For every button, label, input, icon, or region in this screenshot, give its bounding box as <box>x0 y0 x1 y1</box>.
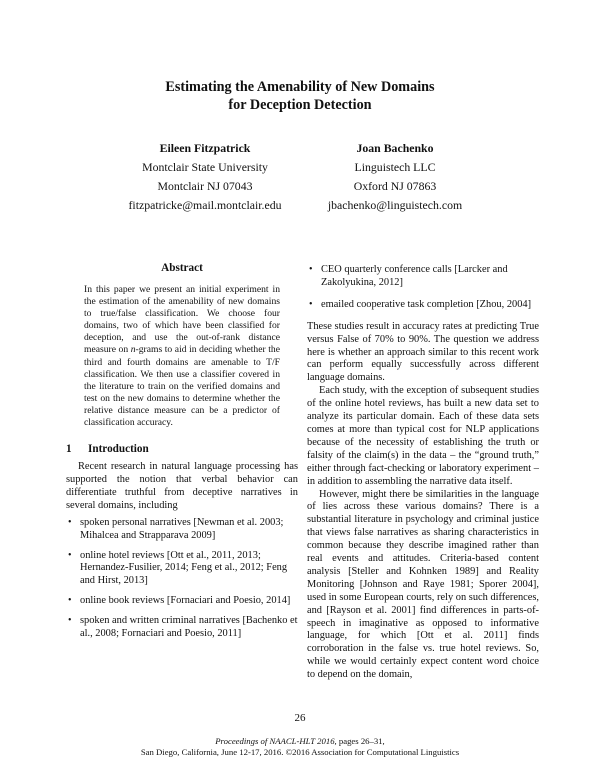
list-item-text: emailed cooperative task completion [Zhou, 2004] <box>321 298 532 310</box>
body-paragraph: These studies result in accuracy rates at predicting True versus False of 70% to 90%. The question we address here is whether an approach similar to this recent work can perform equally successfully across different language domains. <box>307 320 539 384</box>
list-item <box>307 264 539 290</box>
bullet-icon: • <box>68 615 72 627</box>
section-heading <box>66 443 298 455</box>
page-number: 26 <box>294 712 306 724</box>
author-name: Eileen Fitzpatrick <box>159 141 251 155</box>
bullet-icon: • <box>309 264 313 275</box>
author-email: jbachenko@linguistech.com <box>327 198 463 212</box>
bullet-icon: • <box>309 298 313 310</box>
list-item <box>307 299 539 312</box>
body-paragraph: Each study, with the exception of subsequent studies of the online hotel reviews, has built a new data set to analyze its particular domain. Each of these data sets comes at more than typical cost for NLP applications because of the necessity of establishing the truth or falsity of the claim(s) in the data – the “ground truth,” either through fact-checking or laboratory experiment – in addition to assembling the narrative data itself. <box>307 385 539 487</box>
list-item <box>66 595 298 608</box>
author-address: Oxford NJ 07863 <box>353 179 437 193</box>
author-name: Joan Bachenko <box>356 141 434 155</box>
abstract-italic-n: n <box>130 344 136 356</box>
intro-paragraph: Recent research in natural language processing has supported the notion that verbal behavior can differentiate truthful from deceptive narratives in several domains, including <box>66 461 298 511</box>
list-item-text: CEO quarterly conference calls [Larcker and Zakolyukina, 2012] <box>321 264 508 288</box>
list-item <box>66 615 298 641</box>
author-block <box>280 139 510 215</box>
bullet-icon: • <box>68 595 72 607</box>
list-item-text: spoken personal narratives [Newman et al. 2003; Mihalcea and Strapparava 2009] <box>80 516 284 541</box>
footer <box>0 736 600 758</box>
bullet-icon: • <box>68 516 72 528</box>
author-affiliation: Linguistech LLC <box>354 160 436 174</box>
title-line-2: for Deception Detection <box>228 97 372 113</box>
section-number: 1 <box>66 443 72 456</box>
footer-line-1 <box>0 736 600 747</box>
body-paragraph: However, might there be similarities in the language of lies across these various domains? There is a substantial literature in psychology and criminal justice that views false narratives as sharing characteristics in common because they describe imagined rather than real events and attitudes. Criteria-based content analysis [Steller and Kohnken 1989] and Reality Monitoring [Johnson and Raye 1981; Sporer 2004], used in some European courts, rely on such differences, and [Rayson et al. 2001] find differences in parts-of-speech in imaginative as opposed to informative language, for which [Ott et al. 2011] finds corroboration in the false vs. true hotel reviews. So, while we would certainly expect content word choice to depend on the domain, <box>307 488 539 681</box>
footer-line-2: San Diego, California, June 12-17, 2016. ©2016 Association for Computational Linguistics <box>140 747 460 757</box>
list-item-text: spoken and written criminal narratives [Bachenko et al., 2008; Fornaciari and Poesio, 2011] <box>80 615 298 640</box>
left-column <box>66 262 298 648</box>
bullet-icon: • <box>68 549 72 561</box>
abstract-heading: Abstract <box>161 262 203 274</box>
list-item <box>66 517 298 543</box>
domain-list-continued <box>307 264 539 312</box>
list-item-text: online hotel reviews [Ott et al., 2011, 2013; Hernandez-Fusilier, 2014; Feng et al., 2012; Feng and Hirst, 2013] <box>80 549 288 587</box>
paper-title <box>0 78 600 114</box>
proceedings-name: Proceedings of NAACL-HLT 2016 <box>215 736 335 746</box>
abstract-text-part: In this paper we present an initial experiment in the estimation of the amenability of new domains to true/false classification. We choose four domains, two of which have been classified for deception, and use the out-of-rank distance measure on <box>84 284 280 356</box>
author-affiliation: Montclair State University <box>142 160 268 174</box>
author-address: Montclair NJ 07043 <box>157 179 253 193</box>
abstract-text-part: -grams to aid in deciding whether the third and fourth domains are amenable to T/F classification. We then use a classifier covered in the literature to train on the verified domains and test on the new domains to determine whether the relative distance measure can be a predictor of classification accuracy. <box>84 344 280 429</box>
author-email: fitzpatricke@mail.montclair.edu <box>128 198 282 212</box>
section-title: Introduction <box>88 443 149 456</box>
right-column <box>307 264 539 682</box>
domain-list <box>66 517 298 641</box>
proceedings-pages: , pages 26–31, <box>334 736 385 746</box>
abstract-text <box>84 284 280 429</box>
list-item-text: online book reviews [Fornaciari and Poesio, 2014] <box>80 595 291 607</box>
list-item <box>66 550 298 589</box>
title-line-1: Estimating the Amenability of New Domains <box>165 79 435 95</box>
